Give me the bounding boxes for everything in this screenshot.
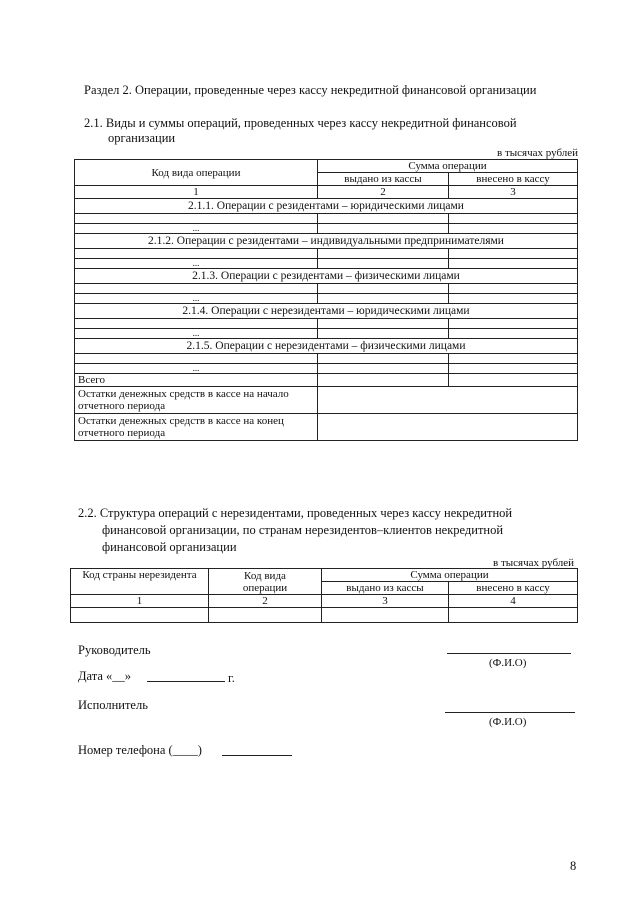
date-month-line[interactable]	[147, 681, 225, 682]
executor-label: Исполнитель	[78, 698, 148, 712]
group-title: 2.1.2. Операции с резидентами – индивидуальными предпринимателями	[75, 234, 578, 249]
executor-signature-line[interactable]	[445, 712, 575, 713]
table-row	[75, 329, 578, 339]
col-header-issued: выдано из кассы	[318, 173, 449, 186]
ellipsis: ...	[75, 294, 318, 304]
end-balance-label	[75, 414, 318, 441]
group-title: 2.1.4. Операции с нерезидентами – юридическими лицами	[75, 304, 578, 319]
page-number: 8	[570, 859, 577, 873]
col-header-sum: Сумма операции	[318, 160, 578, 173]
start-balance-label-line1: Остатки денежных средств в кассе на начало	[78, 388, 289, 400]
year-suffix: г.	[228, 671, 235, 685]
subsection-2-2-title-line1: 2.2. Структура операций с нерезидентами, проведенных через кассу некредитной	[78, 506, 513, 520]
subsection-2-2-title-line3: финансовой организации	[102, 540, 237, 554]
end-balance-label-line2: отчетного периода	[78, 427, 166, 439]
ellipsis: ...	[75, 259, 318, 269]
subsection-2-2-title-line2: финансовой организации, по странам нерезидентов–клиентов некредитной	[102, 523, 504, 537]
ellipsis: ...	[75, 224, 318, 234]
total-row	[75, 374, 578, 387]
group-row	[75, 304, 578, 319]
table-row	[75, 354, 578, 364]
subsection-2-1-title-line2: организации	[108, 131, 176, 145]
ellipsis: ...	[75, 329, 318, 339]
table-row	[75, 259, 578, 269]
table-row	[75, 284, 578, 294]
col-number-1: 1	[75, 186, 318, 199]
end-balance-label-line1: Остатки денежных средств в кассе на конец	[78, 415, 284, 427]
fio-caption-1: (Ф.И.О)	[489, 657, 527, 669]
table-row	[75, 224, 578, 234]
head-signature-line[interactable]	[447, 653, 571, 654]
table-row	[75, 249, 578, 259]
column-numbers-row	[75, 186, 578, 199]
col-header-country: Код страны нерезидента	[71, 569, 209, 595]
group-title: 2.1.3. Операции с резидентами – физическими лицами	[75, 269, 578, 284]
ellipsis: ...	[75, 364, 318, 374]
col-number-4: 4	[449, 595, 578, 608]
col-number-3: 3	[449, 186, 578, 199]
subsection-2-1-title-line1: 2.1. Виды и суммы операций, проведенных через кассу некредитной финансовой	[84, 116, 517, 130]
group-row	[75, 339, 578, 354]
operations-table	[74, 159, 578, 441]
col-number-2: 2	[209, 595, 322, 608]
col-number-2: 2	[318, 186, 449, 199]
group-title: 2.1.1. Операции с резидентами – юридическими лицами	[75, 199, 578, 214]
col-header-kind-line1: Код вида	[244, 569, 286, 582]
section-title: Раздел 2. Операции, проведенные через кассу некредитной финансовой организации	[84, 83, 537, 97]
start-balance-row	[75, 387, 578, 414]
country-structure-table	[70, 568, 578, 623]
head-label: Руководитель	[78, 643, 151, 657]
table-row	[71, 608, 578, 623]
col-header-kind	[209, 569, 322, 595]
total-label: Всего	[75, 374, 318, 387]
col-number-3: 3	[322, 595, 449, 608]
end-balance-row	[75, 414, 578, 441]
units-label-1: в тысячах рублей	[497, 147, 579, 159]
col-number-1: 1	[71, 595, 209, 608]
fio-caption-2: (Ф.И.О)	[489, 716, 527, 728]
table-row	[75, 294, 578, 304]
col-header-issued: выдано из кассы	[322, 582, 449, 595]
group-row	[75, 234, 578, 249]
table-header-row	[71, 569, 578, 582]
col-header-kind-line2: операции	[242, 581, 288, 594]
table-row	[75, 319, 578, 329]
start-balance-label	[75, 387, 318, 414]
col-header-code: Код вида операции	[75, 160, 318, 186]
col-header-deposited: внесено в кассу	[449, 582, 578, 595]
phone-line[interactable]	[222, 755, 292, 756]
table-row	[75, 364, 578, 374]
start-balance-label-line2: отчетного периода	[78, 400, 166, 412]
col-header-deposited: внесено в кассу	[449, 173, 578, 186]
table-row	[75, 214, 578, 224]
table-header-row	[75, 160, 578, 173]
col-header-sum: Сумма операции	[322, 569, 578, 582]
units-label-2: в тысячах рублей	[493, 557, 575, 569]
phone-label: Номер телефона (____)	[78, 743, 202, 757]
group-row	[75, 269, 578, 284]
date-label: Дата «__»	[78, 669, 132, 683]
column-numbers-row	[71, 595, 578, 608]
group-title: 2.1.5. Операции с нерезидентами – физическими лицами	[75, 339, 578, 354]
group-row	[75, 199, 578, 214]
